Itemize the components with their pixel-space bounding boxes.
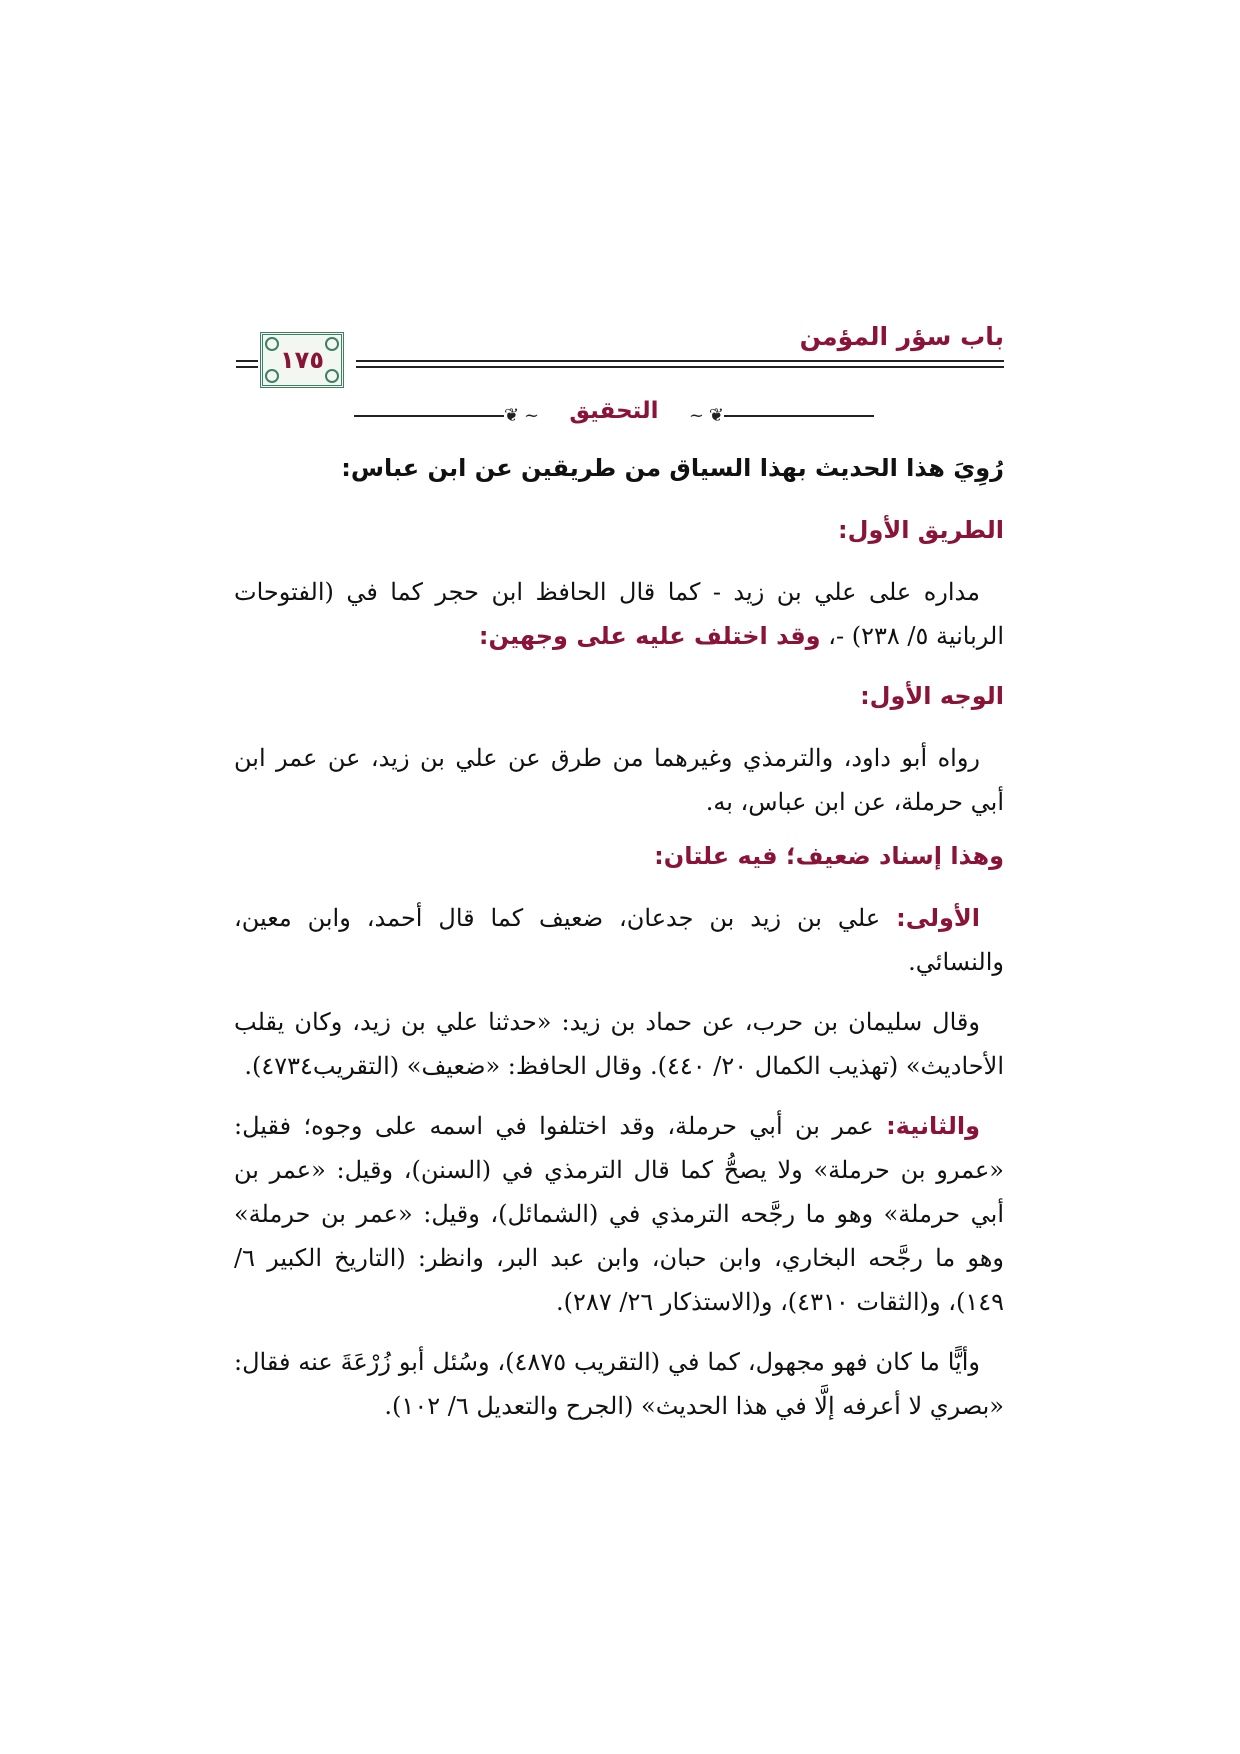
paragraph-narration	[234, 736, 1004, 824]
first-text: علي بن زيد بن جدعان، ضعيف كما قال أحمد، وابن معين، والنسائي.	[234, 904, 1004, 976]
paragraph-first-defect	[234, 896, 1004, 984]
header-rule-left-bottom	[236, 366, 258, 368]
second-label: والثانية:	[886, 1112, 980, 1140]
p2-text: رواه أبو داود، والترمذي وغيرهما من طرق عن علي بن زيد، عن عمر ابن أبي حرملة، عن ابن عباس، به.	[234, 744, 1004, 816]
paragraph-sulayman	[234, 1000, 1004, 1088]
aspect1-heading: الوجه الأول:	[860, 682, 1004, 710]
page-number-badge	[260, 332, 344, 388]
ornament-knot-icon: ❦	[504, 405, 520, 426]
page-header	[236, 316, 1004, 396]
p4-text: وأيًّا ما كان فهو مجهول، كما في (التقريب ٤٨٧٥)، وسُئل أبو زُرْعَةَ عنه فقال: «بصري لا أعرفه إلَّا في هذا الحديث» (الجرح والتعديل ٦/ ١٠٢).	[234, 1348, 1004, 1420]
paragraph-path1	[234, 570, 1004, 658]
p1-text: مداره على علي بن زيد - كما قال الحافظ ابن حجر كما في (الفتوحات الربانية ٥/ ٢٣٨) -،	[234, 578, 1004, 650]
ornament-knot-icon: ~	[688, 405, 704, 426]
badge-corner-ornament	[325, 337, 339, 351]
body-text	[234, 446, 1004, 1444]
badge-corner-ornament	[265, 369, 279, 383]
weak-chain-heading: وهذا إسناد ضعيف؛ فيه علتان:	[654, 842, 1004, 870]
second-text: عمر بن أبي حرملة، وقد اختلفوا في اسمه على وجوه؛ فقيل: «عمرو بن حرملة» ولا يصحُّ كما قال الترمذي في (السنن)، وقيل: «عمر بن أبي حرملة» وهو ما رجَّحه الترمذي في (الشمائل)، وقيل: «عمر بن حرملة» وهو ما رجَّحه البخاري، وابن حبان، وابن عبد البر، وانظر: (التاريخ الكبير ٦/ ١٤٩)، و(الثقات ٤٣١٠)، و(الاستذكار ٢٦/ ٢٨٧).	[234, 1112, 1004, 1316]
path1-heading: الطريق الأول:	[838, 516, 1004, 544]
p1-highlight: وقد اختلف عليه على وجهين:	[478, 622, 821, 650]
paragraph-second-defect	[234, 1104, 1004, 1324]
ornament-knot-icon: ~	[524, 405, 540, 426]
header-rule-top	[356, 360, 1004, 362]
paragraph-majhul	[234, 1340, 1004, 1428]
ornament-line-right	[724, 415, 874, 417]
section-heading	[354, 398, 874, 432]
ornament-knot-icon: ❦	[708, 405, 724, 426]
p3-text: وقال سليمان بن حرب، عن حماد بن زيد: «حدثنا علي بن زيد، وكان يقلب الأحاديث» (تهذيب الكمال ٢٠/ ٤٤٠). وقال الحافظ: «ضعيف» (التقريب٤٧٣٤).	[234, 1008, 1004, 1080]
chapter-title: باب سؤر المؤمن	[799, 322, 1004, 351]
intro-line: رُوِيَ هذا الحديث بهذا السياق من طريقين عن ابن عباس:	[341, 454, 1004, 482]
section-title: التحقيق	[569, 398, 659, 424]
header-rule-bottom	[356, 366, 1004, 368]
page-number: ١٧٥	[280, 346, 324, 374]
header-rule-left-top	[236, 360, 258, 362]
first-label: الأولى:	[896, 904, 981, 932]
badge-corner-ornament	[265, 337, 279, 351]
badge-corner-ornament	[325, 369, 339, 383]
